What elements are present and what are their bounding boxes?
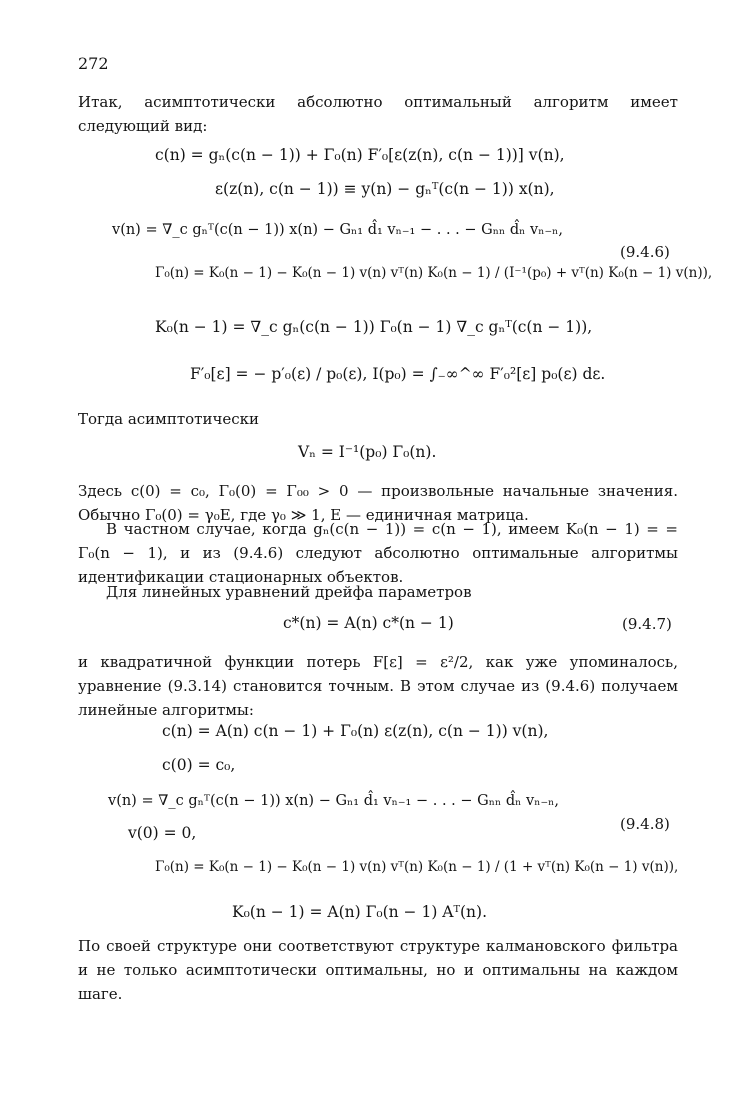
equation-line: v(n) = ∇_c gₙᵀ(c(n − 1)) x(n) − Gₙ₁ d̂₁ vₙ₋₁ − . . . − Gₙₙ d̂ₙ vₙ₋ₙ, bbox=[112, 222, 564, 238]
equation-line: c(0) = c₀, bbox=[162, 756, 236, 774]
then-text: Тогда асимптотически bbox=[78, 410, 260, 428]
linear-drift-paragraph: Для линейных уравнений дрейфа параметров bbox=[106, 583, 472, 601]
equation-line: Γ₀(n) = K₀(n − 1) − K₀(n − 1) v(n) vᵀ(n) K₀(n − 1) / (1 + vᵀ(n) K₀(n − 1) v(n)), bbox=[155, 859, 679, 875]
equation-line: K₀(n − 1) = A(n) Γ₀(n − 1) Aᵀ(n). bbox=[232, 903, 487, 921]
page-number: 272 bbox=[78, 54, 109, 73]
equation-number: (9.4.8) bbox=[620, 815, 670, 833]
equation-line: c(n) = A(n) c(n − 1) + Γ₀(n) ε(z(n), c(n − 1)) v(n), bbox=[162, 722, 549, 740]
equation-line: c(n) = gₙ(c(n − 1)) + Γ₀(n) F′₀[ε(z(n), c(n − 1))] v(n), bbox=[155, 146, 565, 164]
special-case-paragraph: В частном случае, когда gₙ(c(n − 1)) = c(n − 1), имеем K₀(n − 1) = = Γ₀(n − 1), и из (9.4.6) следуют абсолютно оптимальные алгоритмы идентификации стационарных объектов. bbox=[78, 520, 678, 586]
vn-formula: Vₙ = I⁻¹(p₀) Γ₀(n). bbox=[298, 443, 437, 461]
equation-line: ε(z(n), c(n − 1)) ≡ y(n) − gₙᵀ(c(n − 1)) x(n), bbox=[215, 180, 555, 198]
equation-number: (9.4.7) bbox=[622, 615, 672, 633]
final-paragraph: По своей структуре они соответствуют структуре калмановского фильтра и не только асимптотически оптимальны, но и оптимальны на каждом шаге. bbox=[78, 937, 678, 1003]
drift-formula: c*(n) = A(n) c*(n − 1) bbox=[283, 614, 454, 632]
equation-line: K₀(n − 1) = ∇_c gₙ(c(n − 1)) Γ₀(n − 1) ∇_c gₙᵀ(c(n − 1)), bbox=[155, 318, 593, 336]
equation-line: v(0) = 0, bbox=[128, 824, 197, 842]
equation-line: v(n) = ∇_c gₙᵀ(c(n − 1)) x(n) − Gₙ₁ d̂₁ vₙ₋₁ − . . . − Gₙₙ d̂ₙ vₙ₋ₙ, bbox=[108, 793, 560, 809]
equation-number: (9.4.6) bbox=[620, 243, 670, 261]
initial-values-paragraph: Здесь c(0) = c₀, Γ₀(0) = Γ₀₀ > 0 — произвольные начальные значения. Обычно Γ₀(0) = γ₀E, где γ₀ ≫ 1, E — единичная матрица. bbox=[78, 482, 678, 524]
equation-line: Γ₀(n) = K₀(n − 1) − K₀(n − 1) v(n) vᵀ(n) K₀(n − 1) / (I⁻¹(p₀) + vᵀ(n) K₀(n − 1) v(n)), bbox=[155, 265, 713, 281]
intro-paragraph: Итак, асимптотически абсолютно оптимальный алгоритм имеет следующий вид: bbox=[78, 93, 678, 135]
quadratic-loss-paragraph: и квадратичной функции потерь F[ε] = ε²/2, как уже упоминалось, уравнение (9.3.14) становится точным. В этом случае из (9.4.6) получаем линейные алгоритмы: bbox=[78, 653, 678, 719]
equation-line: F′₀[ε] = − p′₀(ε) / p₀(ε), I(p₀) = ∫₋∞^∞ F′₀²[ε] p₀(ε) dε. bbox=[190, 365, 606, 383]
